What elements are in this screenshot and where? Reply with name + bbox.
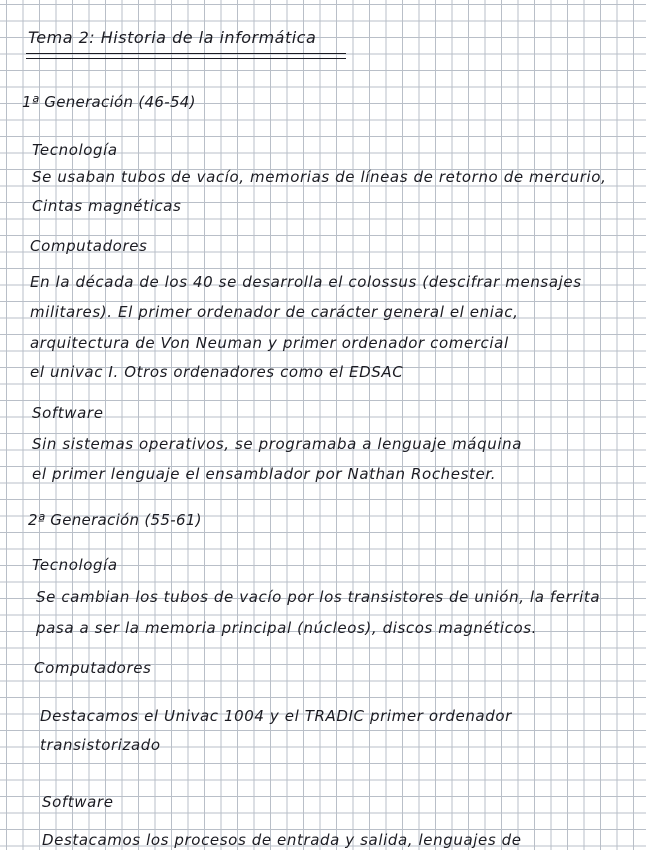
gen1-comp-line: arquitectura de Von Neuman y primer ordenador comercial bbox=[30, 334, 509, 352]
gen1-heading: 1ª Generación (46-54) bbox=[22, 93, 196, 111]
gen1-tech-line: Cintas magnéticas bbox=[32, 197, 182, 215]
gen2-soft-label: Software bbox=[42, 793, 114, 811]
gen1-comp-line: En la década de los 40 se desarrolla el colossus (descifrar mensajes bbox=[30, 273, 582, 291]
title-underline-2 bbox=[26, 58, 346, 59]
gen1-comp-label: Computadores bbox=[30, 237, 148, 255]
gen2-comp-label: Computadores bbox=[34, 659, 152, 677]
gen2-tech-line: pasa a ser la memoria principal (núcleos), discos magnéticos. bbox=[36, 619, 538, 637]
gen2-tech-label: Tecnología bbox=[32, 556, 118, 574]
gen2-tech-line: Se cambian los tubos de vacío por los transistores de unión, la ferrita bbox=[36, 588, 601, 606]
title-underline-1 bbox=[26, 53, 346, 54]
page-title: Tema 2: Historia de la informática bbox=[28, 28, 317, 47]
gen2-soft-line: Destacamos los procesos de entrada y salida, lenguajes de bbox=[42, 831, 522, 849]
gen1-tech-label: Tecnología bbox=[32, 141, 118, 159]
gen2-heading: 2ª Generación (55-61) bbox=[28, 511, 202, 529]
gen2-comp-line: transistorizado bbox=[40, 736, 161, 754]
gen1-comp-line: militares). El primer ordenador de carácter general el eniac, bbox=[30, 303, 519, 321]
gen1-comp-line: el univac I. Otros ordenadores como el EDSAC bbox=[30, 363, 404, 381]
gen1-soft-line: Sin sistemas operativos, se programaba a lenguaje máquina bbox=[32, 435, 522, 453]
gen1-tech-line: Se usaban tubos de vacío, memorias de líneas de retorno de mercurio, bbox=[32, 168, 607, 186]
gen1-soft-label: Software bbox=[32, 404, 104, 422]
gen2-comp-line: Destacamos el Univac 1004 y el TRADIC primer ordenador bbox=[40, 707, 512, 725]
gen1-soft-line: el primer lenguaje el ensamblador por Nathan Rochester. bbox=[32, 465, 497, 483]
